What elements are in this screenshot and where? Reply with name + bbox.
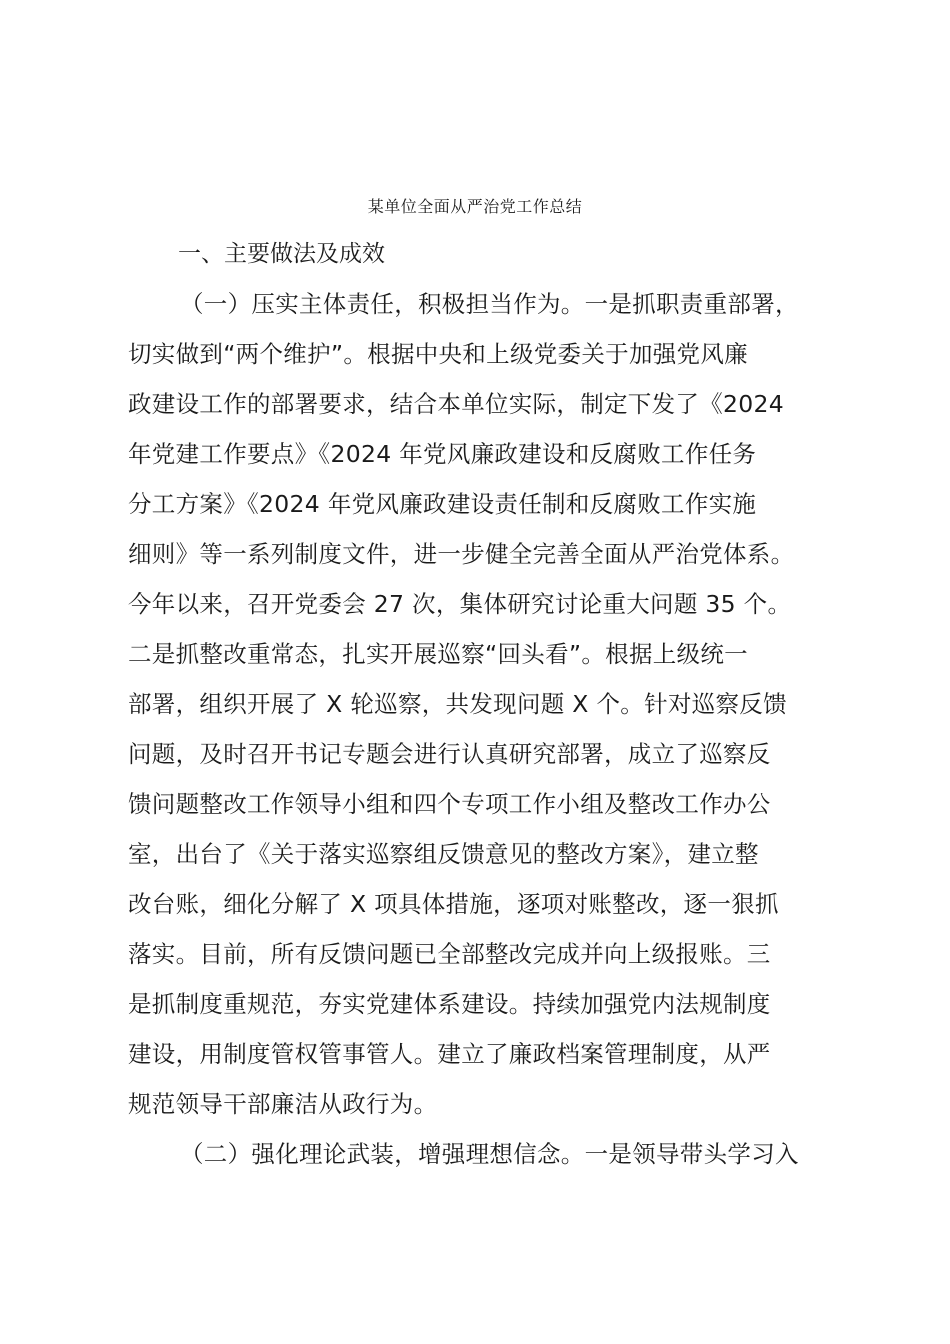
paragraph-line: 是抓制度重规范，夯实党建体系建设。持续加强党内法规制度: [128, 990, 771, 1018]
paragraph-line: 年党建工作要点》《2024 年党风廉政建设和反腐败工作任务: [128, 440, 757, 468]
paragraph-line: 建设，用制度管权管事管人。建立了廉政档案管理制度，从严: [128, 1040, 771, 1068]
paragraph-line: 改台账，细化分解了 X 项具体措施，逐项对账整改，逐一狠抓: [128, 890, 779, 918]
paragraph-line: 落实。目前，所有反馈问题已全部整改完成并向上级报账。三: [128, 940, 771, 968]
paragraph-line: 细则》等一系列制度文件，进一步健全完善全面从严治党体系。: [128, 540, 795, 568]
paragraph-line: 今年以来，召开党委会 27 次，集体研究讨论重大问题 35 个。: [128, 590, 792, 618]
document-title: 某单位全面从严治党工作总结: [367, 197, 583, 216]
paragraph-line: 部署，组织开展了 X 轮巡察，共发现问题 X 个。针对巡察反馈: [128, 690, 787, 718]
paragraph-line: 室，出台了《关于落实巡察组反馈意见的整改方案》，建立整: [128, 840, 759, 868]
paragraph-line: 问题，及时召开书记专题会进行认真研究部署，成立了巡察反: [128, 740, 771, 768]
paragraph-line: 规范领导干部廉洁从政行为。: [128, 1090, 438, 1118]
paragraph-line: （二）强化理论武装，增强理想信念。一是领导带头学习入: [180, 1140, 799, 1168]
paragraph-line: （一）压实主体责任，积极担当作为。一是抓职责重部署，: [180, 290, 799, 318]
paragraph-line: 分工方案》《2024 年党风廉政建设责任制和反腐败工作实施: [128, 490, 757, 518]
paragraph-line: 二是抓整改重常态，扎实开展巡察“回头看”。根据上级统一: [128, 640, 748, 668]
paragraph-line: 政建设工作的部署要求，结合本单位实际，制定下发了《2024: [128, 390, 785, 418]
paragraph-line: 馈问题整改工作领导小组和四个专项工作小组及整改工作办公: [128, 790, 771, 818]
section-heading: 一、主要做法及成效: [178, 241, 385, 267]
paragraph-line: 切实做到“两个维护”。根据中央和上级党委关于加强党风廉: [128, 340, 748, 368]
